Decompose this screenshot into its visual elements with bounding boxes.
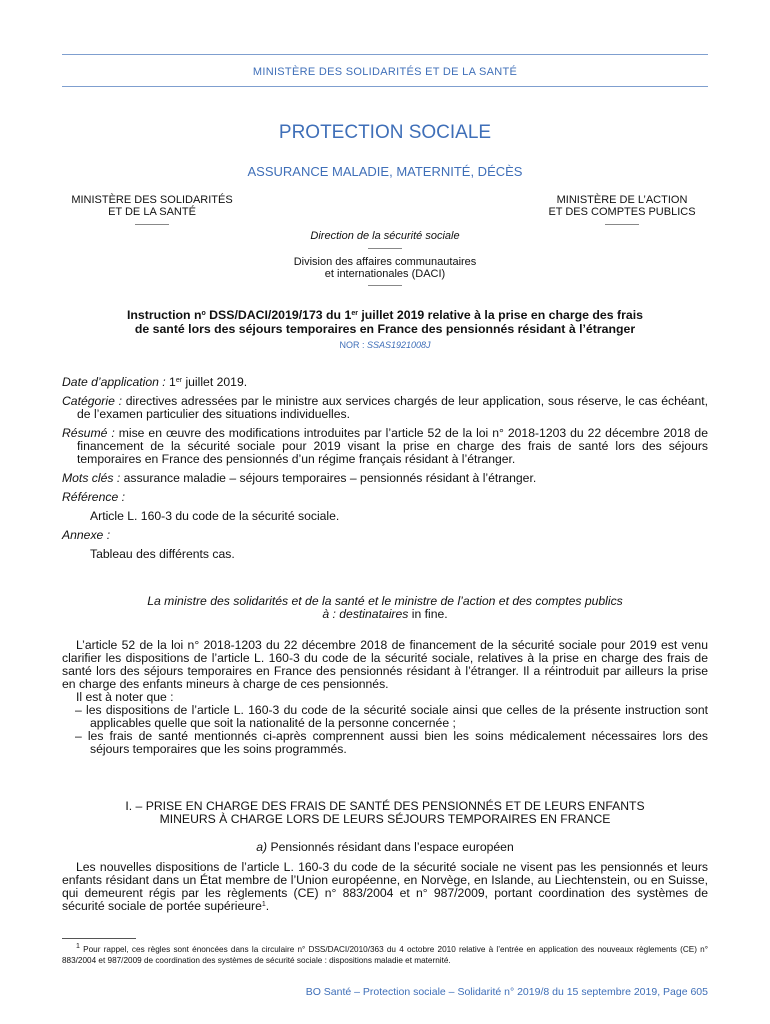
ministry-right-line2: ET DES COMPTES PUBLICS	[548, 206, 696, 218]
bullet-2: – les frais de santé mentionnés ci-après comprennent aussi bien les soins médicalement nécessaires lors des séjours temporaires que les soins programmés.	[75, 729, 708, 756]
instruction-title	[60, 308, 710, 336]
section-heading	[62, 800, 708, 826]
top-rule	[62, 54, 708, 55]
direction-block	[0, 230, 770, 249]
direction-divider	[368, 248, 402, 249]
footnote: $^1$ Pour rappel, ces règles sont énoncées dans la circulaire n° DSS/DACI/2010/363 du 4 octobre 2010 relative à l’entrée en application des nouveaux règlements (CE) n° 883/2004 et 987/2009 de coordination des systèmes de sécurité sociale : dispositions maladie et maternité.	[62, 943, 708, 965]
ministry-right-line1: MINISTÈRE DE L’ACTION	[556, 194, 688, 206]
document-title: PROTECTION SOCIALE	[278, 122, 492, 143]
mots-cles: Mots clés : assurance maladie – séjours temporaires – pensionnés résidant à l’étranger.	[62, 471, 537, 485]
header-rule	[62, 86, 708, 87]
section-heading-line1: I. – PRISE EN CHARGE DES FRAIS DE SANTÉ DES PENSIONNÉS ET DE LEURS ENFANTS	[125, 799, 645, 813]
nor-reference: NOR : SSAS1921008J	[339, 340, 431, 350]
paragraph-3-block	[62, 861, 708, 913]
division-divider	[368, 285, 402, 286]
division-line2: et internationales (DACI)	[324, 268, 446, 280]
paragraph-1: L’article 52 de la loi n° 2018-1203 du 22 décembre 2018 de financement de la sécurité sociale pour 2019 est venu clarifier les dispositions de l’article L. 160-3 du code de la sécurité sociale, relatives à la prise en charge des frais de santé lors des séjours temporaires en France des pensionnés résidant à l’étranger. Il a réintroduit par ailleurs la prise en charge des enfants mineurs à charge de ces pensionnés.	[62, 638, 708, 691]
instruction-line2: de santé lors des séjours temporaires en France des pensionnés résidant à l’étranger	[134, 322, 636, 336]
direction-name: Direction de la sécurité sociale	[310, 230, 460, 242]
date-application: Date d’application : 1er juillet 2019.	[62, 375, 248, 389]
ministry-right-divider	[605, 224, 639, 225]
annexe-text: Tableau des différents cas.	[90, 547, 235, 561]
categorie: Catégorie : directives adressées par le ministre aux services chargés de leur application, sous réserve, le cas échéant, de l’examen particulier des situations individuelles.	[62, 394, 708, 421]
division-block	[0, 256, 770, 286]
page-footer: BO Santé – Protection sociale – Solidarité n° 2019/8 du 15 septembre 2019, Page 605	[305, 986, 708, 998]
ministry-right	[536, 194, 708, 225]
ministry-left	[62, 194, 242, 225]
reference-text: Article L. 160-3 du code de la sécurité sociale.	[90, 509, 340, 523]
paragraph-3: Les nouvelles dispositions de l’article L. 160-3 du code de la sécurité sociale ne visent pas les pensionnés et leurs enfants résidant dans un État membre de l’Union européenne, en Norvège, en Islande, au Liechtenstein, ou en Suisse, qui demeurent régis par les règlements (CE) n° 883/2004 et n° 987/2009, portant coordination des systèmes de sécurité sociale de portée supérieure$^1$.	[62, 860, 708, 913]
ministry-left-line1: MINISTÈRE DES SOLIDARITÉS	[71, 194, 233, 206]
resume: Résumé : mise en œuvre des modifications introduites par l’article 52 de la loi n° 2018-1203 du 22 décembre 2018 de financement de la sécurité sociale pour 2019 visant la prise en charge des frais de santé lors des séjours temporaires en France des pensionnés d’un régime français résidant à l’étranger.	[62, 426, 708, 466]
ministry-left-divider	[135, 224, 169, 225]
paragraph-2: Il est à noter que :	[76, 690, 174, 704]
bullet-1: – les dispositions de l’article L. 160-3 du code de la sécurité sociale ainsi que celles de la présente instruction sont applicables quelle que soit la nationalité de la personne concernée ;	[75, 703, 708, 730]
reference-label: Référence :	[62, 490, 126, 504]
annexe-label: Annexe :	[62, 528, 111, 542]
running-header: MINISTÈRE DES SOLIDARITÉS ET DE LA SANTÉ	[252, 66, 518, 78]
document-subtitle: ASSURANCE MALADIE, MATERNITÉ, DÉCÈS	[247, 164, 523, 179]
footnote-rule	[62, 938, 136, 939]
section-heading-line2: MINEURS À CHARGE LORS DE LEURS SÉJOURS TEMPORAIRES EN FRANCE	[159, 812, 611, 826]
addressees	[62, 595, 708, 621]
meta-block	[62, 376, 708, 561]
addressees-line2: à : destinataires in fine.	[322, 607, 448, 621]
addressees-line1: La ministre des solidarités et de la santé et le ministre de l’action et des comptes publics	[147, 594, 623, 608]
ministry-left-line2: ET DE LA SANTÉ	[108, 206, 196, 218]
body-text	[62, 639, 708, 756]
division-line1: Division des affaires communautaires	[293, 256, 477, 268]
subsection-heading: a) Pensionnés résidant dans l’espace européen	[256, 840, 514, 854]
instruction-line1: Instruction $n^o$ DSS/DACI/2019/173 du 1er juillet 2019 relative à la prise en charge des frais	[127, 308, 643, 322]
